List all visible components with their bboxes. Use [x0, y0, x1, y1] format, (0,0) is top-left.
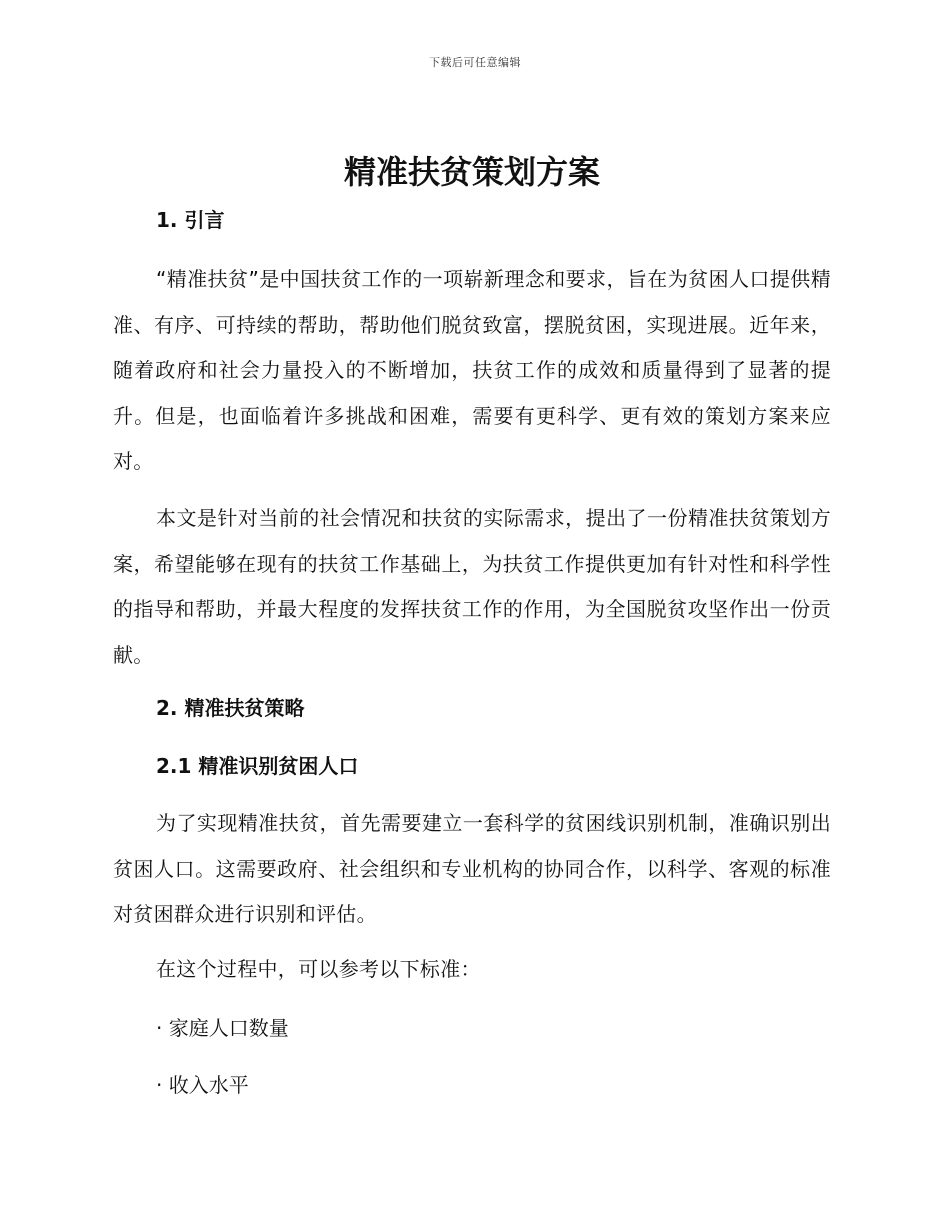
section-heading-strategy: 2. 精准扶贫策略 — [156, 696, 305, 720]
intro-paragraph-2: 本文是针对当前的社会情况和扶贫的实际需求，提出了一份精准扶贫策划方案，希望能够在现有的扶贫工作基础上，为扶贫工作提供更加有针对性和科学性的指导和帮助，并最大程度的发挥扶贫工作的作用，为全国脱贫攻坚作出一份贡献。 — [113, 506, 831, 667]
identify-paragraph-1: 为了实现精准扶贫，首先需要建立一套科学的贫困线识别机制，准确识别出贫困人口。这需要政府、社会组织和专业机构的协同合作，以科学、客观的标准对贫困群众进行识别和评估。 — [113, 811, 831, 926]
section-heading-intro: 1. 引言 — [156, 208, 225, 232]
subsection-heading-identify: 2.1 精准识别贫困人口 — [156, 754, 359, 778]
bullet-item: · 收入水平 — [156, 1073, 249, 1097]
identify-paragraph-2: 在这个过程中，可以参考以下标准： — [156, 957, 481, 981]
intro-paragraph-1: “精准扶贫”是中国扶贫工作的一项崭新理念和要求，旨在为贫困人口提供精准、有序、可持续的帮助，帮助他们脱贫致富，摆脱贫困，实现进展。近年来，随着政府和社会力量投入的不断增加，扶贫工作的成效和质量得到了显著的提升。但是，也面临着许多挑战和困难，需要有更科学、更有效的策划方案来应对。 — [113, 267, 831, 473]
page-header-note: 下载后可任意编辑 — [429, 56, 521, 69]
bullet-item: · 家庭人口数量 — [156, 1016, 289, 1040]
document-title: 精准扶贫策划方案 — [343, 153, 600, 191]
